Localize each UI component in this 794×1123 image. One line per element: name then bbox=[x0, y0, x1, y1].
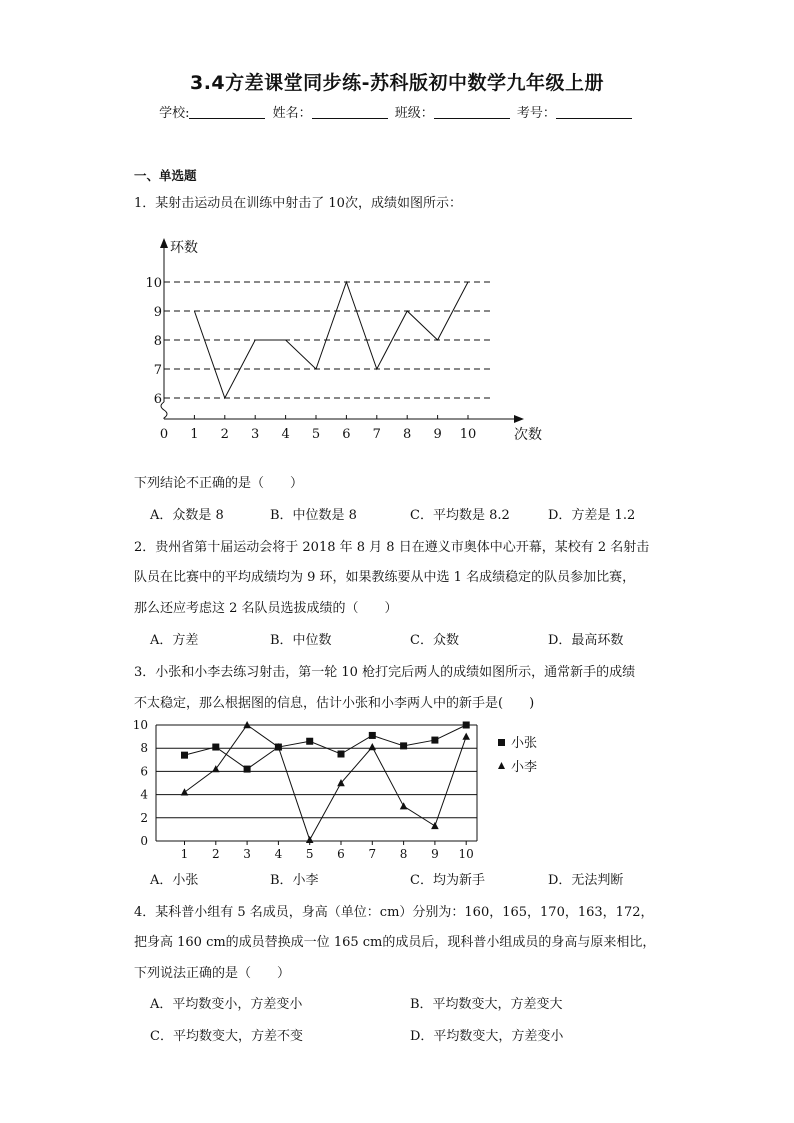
y-tick-label-10: 10 bbox=[145, 276, 162, 291]
series-zhang-line bbox=[185, 725, 467, 769]
name-label: 姓名： bbox=[272, 106, 312, 121]
school-label: 学校: bbox=[159, 106, 190, 121]
x-tick-label-10: 10 bbox=[459, 427, 477, 442]
li-point-1 bbox=[181, 788, 189, 795]
q4-option-a[interactable]: A．平均数变小，方差变小 bbox=[150, 997, 303, 1012]
question-2-line-2: 队员在比赛中的平均成绩均为 9 环，如果教练要从中选 1 名成绩稳定的队员参加比赛， bbox=[134, 570, 636, 585]
question-3-line-1: 3．小张和小李去练习射击，第一轮 10 枪打完后两人的成绩如图所示，通常新手的成绩 bbox=[134, 665, 636, 680]
q2-option-d[interactable]: D．最高环数 bbox=[548, 633, 624, 648]
x-tick-label-1: 1 bbox=[180, 847, 189, 861]
x-tick-label-7: 7 bbox=[368, 847, 377, 861]
x-tick-label-7: 7 bbox=[372, 427, 381, 442]
y-tick-label-9: 9 bbox=[153, 305, 162, 320]
exam-number-blank[interactable] bbox=[556, 106, 632, 119]
x-tick-label-2: 2 bbox=[220, 427, 229, 442]
q4-option-c[interactable]: C．平均数变大，方差不变 bbox=[150, 1029, 303, 1044]
q3-option-c[interactable]: C．均为新手 bbox=[410, 873, 485, 888]
question-1-text: 1．某射击运动员在训练中射击了 10次，成绩如图所示： bbox=[134, 196, 462, 211]
y-tick-label-6: 6 bbox=[153, 392, 162, 407]
question-4-line-2: 把身高 160 cm的成员替换成一位 165 cm的成员后，现科普小组成员的身高与原来相比， bbox=[134, 935, 656, 950]
y-tick-label-7: 7 bbox=[153, 363, 162, 378]
q3-option-d[interactable]: D．无法判断 bbox=[548, 873, 624, 888]
x-tick-label-1: 1 bbox=[190, 427, 199, 442]
question-2-line-1: 2．贵州省第十届运动会将于 2018 年 8 月 8 日在遵义市奥体中心开幕，某校有 2 名射击 bbox=[134, 540, 650, 555]
q3-option-b[interactable]: B．小李 bbox=[270, 873, 319, 888]
chart-1-shooting-scores bbox=[134, 232, 564, 447]
x-axis-title: 次数 bbox=[514, 427, 542, 443]
question-4-line-3: 下列说法正确的是（ ） bbox=[134, 966, 291, 981]
q1-option-a[interactable]: A．众数是 8 bbox=[150, 508, 224, 523]
section-title: 一、单选题 bbox=[134, 168, 197, 183]
li-point-8 bbox=[400, 802, 408, 809]
zhang-point-5 bbox=[306, 738, 313, 745]
x-tick-label-0: 0 bbox=[159, 427, 169, 442]
question-4-line-1: 4．某科普小组有 5 名成员，身高（单位：cm）分别为：160，165，170，163，172， bbox=[134, 905, 654, 920]
x-tick-label-10: 10 bbox=[458, 847, 474, 861]
li-point-5 bbox=[306, 836, 314, 843]
q2-option-a[interactable]: A．方差 bbox=[150, 633, 199, 648]
y-tick-label-6: 6 bbox=[140, 764, 148, 779]
zhang-point-2 bbox=[212, 744, 219, 751]
y-axis-arrow bbox=[160, 238, 168, 248]
y-tick-label-0: 0 bbox=[140, 834, 148, 848]
legend-li-marker bbox=[498, 762, 505, 769]
x-tick-label-4: 4 bbox=[274, 847, 283, 861]
question-3-line-2: 不太稳定，那么根据图的信息，估计小张和小李两人中的新手是( ) bbox=[134, 696, 535, 711]
x-tick-label-8: 8 bbox=[403, 427, 412, 442]
x-tick-label-6: 6 bbox=[337, 847, 345, 861]
li-point-10 bbox=[462, 733, 470, 740]
x-tick-label-6: 6 bbox=[342, 427, 351, 442]
student-info-row bbox=[0, 102, 794, 121]
exam-number-label: 考号： bbox=[516, 106, 556, 121]
zhang-point-10 bbox=[463, 722, 470, 729]
q4-option-d[interactable]: D．平均数变大，方差变小 bbox=[410, 1029, 564, 1044]
y-tick-label-2: 2 bbox=[140, 810, 148, 825]
x-axis-arrow bbox=[514, 415, 524, 423]
y-tick-label-8: 8 bbox=[140, 741, 148, 756]
x-tick-label-4: 4 bbox=[281, 427, 290, 442]
x-tick-label-2: 2 bbox=[211, 847, 220, 861]
li-point-7 bbox=[369, 743, 377, 750]
name-blank[interactable] bbox=[312, 106, 388, 119]
x-tick-label-3: 3 bbox=[251, 427, 260, 442]
page-title: 3.4方差课堂同步练-苏科版初中数学九年级上册 bbox=[189, 72, 605, 94]
y-tick-label-10: 10 bbox=[132, 718, 148, 732]
q2-option-b[interactable]: B．中位数 bbox=[270, 633, 332, 648]
zhang-point-3 bbox=[244, 766, 251, 773]
x-tick-label-5: 5 bbox=[311, 427, 321, 442]
question-2-line-3: 那么还应考虑这 2 名队员选拔成绩的（ ） bbox=[134, 601, 398, 616]
q1-option-b[interactable]: B．中位数是 8 bbox=[270, 508, 357, 523]
class-label: 班级： bbox=[394, 106, 434, 121]
zhang-point-9 bbox=[431, 737, 438, 744]
zhang-point-7 bbox=[369, 732, 376, 739]
axis-break bbox=[161, 402, 167, 419]
question-1-prompt: 下列结论不正确的是（ ） bbox=[134, 476, 304, 491]
y-axis-title: 环数 bbox=[170, 240, 198, 256]
y-tick-label-8: 8 bbox=[153, 334, 162, 349]
q3-option-a[interactable]: A．小张 bbox=[150, 873, 199, 888]
q4-option-b[interactable]: B．平均数变大，方差变大 bbox=[410, 997, 563, 1012]
q1-option-c[interactable]: C．平均数是 8.2 bbox=[410, 508, 510, 523]
zhang-point-8 bbox=[400, 742, 407, 749]
class-blank[interactable] bbox=[434, 106, 510, 119]
x-tick-label-3: 3 bbox=[243, 847, 251, 861]
legend-zhang-label: 小张 bbox=[511, 736, 538, 751]
x-tick-label-5: 5 bbox=[305, 847, 314, 861]
x-tick-label-9: 9 bbox=[431, 847, 439, 861]
q2-option-c[interactable]: C．众数 bbox=[410, 633, 459, 648]
li-point-9 bbox=[431, 822, 439, 829]
x-tick-label-8: 8 bbox=[399, 847, 408, 861]
zhang-point-6 bbox=[338, 751, 345, 758]
zhang-point-1 bbox=[181, 752, 188, 759]
school-blank[interactable] bbox=[189, 106, 265, 119]
legend-zhang-marker bbox=[498, 739, 505, 746]
y-tick-label-4: 4 bbox=[140, 787, 148, 802]
x-tick-label-9: 9 bbox=[433, 427, 442, 442]
chart-2-zhang-li-scores bbox=[134, 715, 574, 865]
q1-option-d[interactable]: D．方差是 1.2 bbox=[548, 508, 636, 523]
legend-li-label: 小李 bbox=[511, 760, 538, 775]
